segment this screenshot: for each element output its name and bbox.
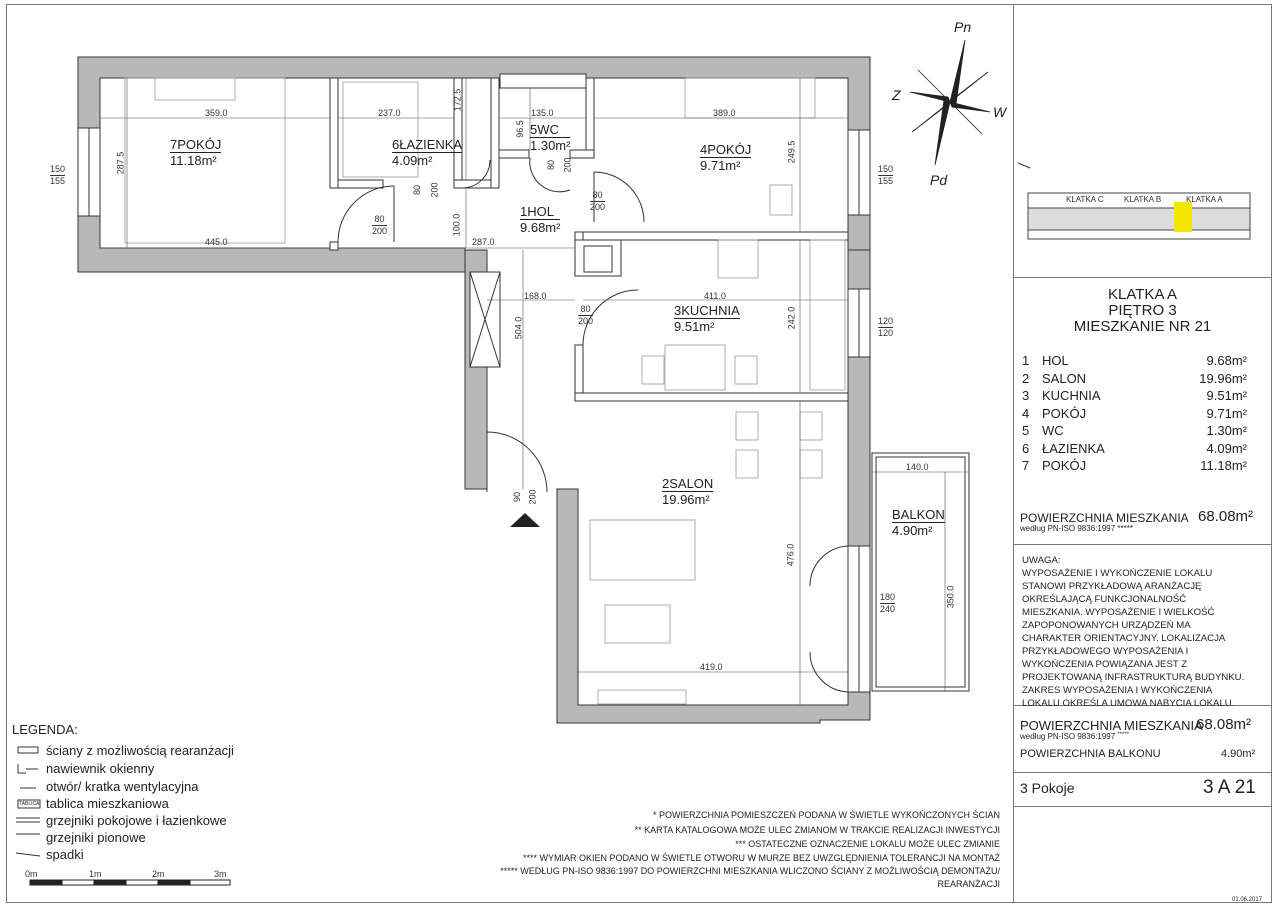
room-label-balcony: BALKON 4.90m²	[892, 507, 945, 538]
room-label-3: 3KUCHNIA 9.51m²	[674, 303, 740, 334]
legend-item: nawiewnik okienny	[46, 761, 155, 776]
panel-divider	[1013, 277, 1272, 278]
apartment-highlight	[1174, 202, 1192, 232]
tablica-symbol-label: TABLICA	[19, 801, 40, 807]
room-list	[1022, 352, 1247, 475]
balcony-area-value: 4.90m²	[1221, 748, 1256, 760]
stair-label: KLATKA A	[1108, 286, 1177, 303]
legend-title: LEGENDA:	[12, 722, 78, 737]
room-label-6: 6ŁAZIENKA 4.09m²	[392, 137, 463, 168]
footnote: **** WYMIAR OKIEN PODANO W ŚWIETLE OTWORU W MURZE BEZ UWZGLĘDNIENIA TOLERANCJI NA MONTAŻ	[522, 853, 1000, 863]
list-item: 2 SALON 19.96m²	[1022, 370, 1247, 386]
panel-divider	[1013, 806, 1272, 807]
scale-bar	[30, 880, 230, 885]
footnote: ** KARTA KATALOGOWA MOŻE ULEC ZMIANOM W TRAKCIE REALIZACJI INWESTYCJI	[634, 825, 1000, 835]
footnote: * POWIERZCHNIA POMIESZCZEŃ PODANA W ŚWIETLE WYKOŃCZONYCH ŚCIAN	[652, 810, 1000, 820]
door-size: 80 200	[578, 304, 594, 326]
window-size: 150 155	[50, 164, 66, 186]
apartment-name: MIESZKANIE NR 21	[1073, 318, 1212, 335]
apartment-header	[1013, 287, 1272, 335]
vent-shaft	[500, 74, 586, 88]
room-label-2: 2SALON 19.96m²	[662, 476, 714, 507]
dimension-label: 476.0	[785, 543, 796, 567]
door-size: 200	[429, 182, 440, 198]
door-size: 80 200	[372, 214, 388, 236]
rooms-count: 3 Pokoje	[1020, 780, 1075, 796]
dimension-label: 504.0	[513, 316, 524, 340]
area-value: 68.08m²	[1198, 508, 1254, 525]
door-size: 80	[412, 184, 423, 196]
legend-item: otwór/ kratka wentylacyjna	[46, 779, 199, 794]
legend-item: tablica mieszkaniowa	[46, 796, 169, 811]
column	[575, 240, 621, 276]
door-size: 80	[546, 159, 557, 171]
legend-item: ściany z możliwością rearanżacji	[46, 743, 234, 758]
apartment-code: 3 A 21	[1203, 777, 1256, 798]
dimension-label: 419.0	[700, 662, 723, 672]
balcony	[872, 453, 969, 691]
dimension-label: 445.0	[205, 237, 228, 247]
window-size: 120 120	[878, 316, 894, 338]
dimension-label: 359.0	[205, 108, 228, 118]
panel-divider	[1013, 544, 1272, 545]
dimension-label: 135.0	[531, 108, 554, 118]
area-norm-2: według PN-ISO 9836:1997 *****	[1020, 732, 1130, 741]
entrance-arrow	[510, 513, 540, 527]
dimension-label: 140.0	[906, 462, 929, 472]
key-plan-label: KLATKA B	[1124, 195, 1162, 204]
compass-south: Pd	[930, 172, 948, 188]
panel-divider	[1013, 4, 1014, 903]
legend-item: grzejniki pokojowe i łazienkowe	[46, 813, 227, 828]
room-label-5: 5WC 1.30m²	[530, 122, 571, 153]
legend-item: spadki	[46, 847, 84, 862]
scale-label: 0m	[25, 869, 38, 879]
dimension-label: 100.0	[451, 213, 462, 237]
legend-item: grzejniki pionowe	[46, 830, 146, 845]
list-item: 7 POKÓJ 11.18m²	[1022, 458, 1247, 473]
area-label-2: POWIERZCHNIA MIESZKANIA	[1020, 718, 1203, 733]
dimension-label: 172.5	[452, 88, 463, 112]
footnote: *** OSTATECZNE OZNACZENIE LOKALU MOŻE ULEC ZMIANIE	[735, 839, 1000, 849]
compass-rose	[910, 40, 990, 165]
door-size: 200	[562, 157, 573, 173]
list-item: 4 POKÓJ 9.71m²	[1022, 405, 1247, 421]
date-label: 01.06.2017	[1232, 897, 1263, 903]
notes-body: WYPOSAŻENIE I WYKOŃCZENIE LOKALU STANOWI PRZYKŁADOWĄ ARANŻACJĘ OKREŚLAJĄCĄ FUNKCJONALNOŚĆ MIESZKANIA. WYPOSAŻENIE I WIELKOŚĆ ZAPOPONOWANYCH URZĄDZEŃ MA CHARAKTER ORIENTACYJNY. LOKALIZACJA PRZYKŁADOWEGO WYPOSAŻENIA I WYKOŃCZENIA POWIĄZANA JEST Z PROJEKTOWANĄ INFRASTRUKTURĄ BUDYNKU. ZAKRES WYPOSAŻENIA I WYKOŃCZENIA LOKALU OKREŚLA UMOWA NABYCIA LOKALU.	[1022, 568, 1245, 709]
dimension-lines	[100, 78, 969, 705]
area-value-2: 68.08m²	[1196, 716, 1252, 733]
key-plan-label: KLATKA A	[1186, 195, 1223, 204]
door-size: 90	[512, 491, 523, 503]
notes	[1022, 554, 1247, 710]
wall-bath	[338, 180, 383, 188]
door-entry	[487, 432, 547, 492]
window-size: 180 240	[880, 592, 896, 614]
compass-west: Z	[892, 87, 901, 103]
balcony-area-label: POWIERZCHNIA BALKONU	[1020, 748, 1161, 760]
room-label-7: 7POKÓJ 11.18m²	[170, 137, 222, 168]
dimension-label: 168.0	[524, 291, 547, 301]
room-label-1: 1HOL 9.68m²	[520, 204, 561, 235]
dimension-label: 350.0	[945, 585, 956, 609]
wall-kitchen	[575, 232, 848, 240]
list-item: 3 KUCHNIA 9.51m²	[1022, 388, 1247, 403]
dimension-label: 287.0	[472, 237, 495, 247]
compass-east: W	[993, 104, 1007, 120]
list-item: 6 ŁAZIENKA 4.09m²	[1022, 440, 1247, 456]
scale-label: 1m	[89, 869, 102, 879]
key-plan	[1016, 158, 1268, 263]
room-label-4: 4POKÓJ 9.71m²	[700, 142, 752, 173]
dimension-label: 237.0	[378, 108, 401, 118]
floor-label: PIĘTRO 3	[1108, 302, 1177, 319]
compass-north: Pn	[954, 19, 972, 35]
list-item: 5 WC 1.30m²	[1022, 423, 1247, 438]
dimension-label: 287.5	[115, 151, 126, 175]
scale-label: 2m	[152, 869, 165, 879]
dimension-label: 411.0	[704, 291, 726, 301]
dimension-label: 96.5	[514, 120, 525, 138]
footnote: ***** WEDŁUG PN-ISO 9836:1997 DO POWIERZCHNI MIESZKANIA WLICZONO ŚCIANY Z MOŻLIWOŚCIĄ DEMONTAŻU/	[500, 866, 1000, 876]
dimension-label: 249.5	[786, 140, 797, 164]
area-norm: według PN-ISO 9836:1997 *****	[1020, 524, 1133, 533]
panel-divider	[1013, 772, 1272, 773]
area-label: POWIERZCHNIA MIESZKANIA	[1020, 511, 1189, 525]
dimension-label: 242.0	[786, 306, 797, 330]
dimension-label: 389.0	[713, 108, 736, 118]
scale-label: 3m	[214, 869, 227, 879]
footnote: REARANŻACJI	[937, 879, 1000, 889]
door-size: 80 200	[590, 190, 606, 212]
wall-bath	[330, 78, 338, 188]
door-size: 200	[527, 489, 538, 505]
notes-title: UWAGA:	[1022, 555, 1061, 566]
list-item: 1 HOL 9.68m²	[1022, 353, 1247, 368]
window-size: 150 155	[878, 164, 894, 186]
key-plan-label: KLATKA C	[1066, 195, 1104, 204]
